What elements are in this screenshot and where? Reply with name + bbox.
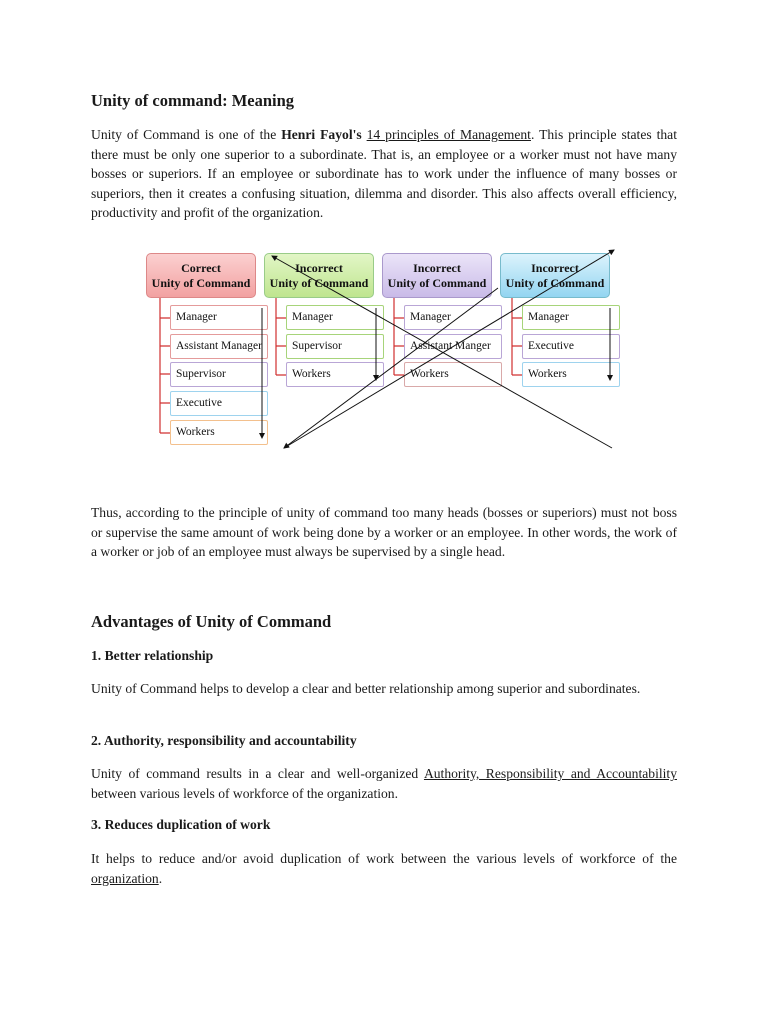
blue-manager-box: Manager [522, 305, 620, 330]
principles-link[interactable]: 14 principles of Management [366, 127, 531, 142]
header-incorrect-purple-line2: Unity of Command [387, 275, 487, 290]
advantage-2-pre: Unity of command results in a clear and well-organized [91, 766, 424, 781]
purple-workers-box: Workers [404, 362, 502, 387]
vertical-arrows [262, 308, 610, 438]
advantage-1-title: 1. Better relationship [91, 648, 214, 663]
unity-of-command-diagram [146, 248, 618, 452]
correct-executive-box: Executive [170, 391, 268, 416]
green-workers-box: Workers [286, 362, 384, 387]
advantage-2-text [91, 764, 677, 803]
meaning-paragraph [91, 125, 677, 223]
advantage-3-text [91, 849, 677, 888]
authority-link[interactable]: Authority, Responsibility and Accountability [423, 766, 677, 781]
green-manager-box: Manager [286, 305, 384, 330]
section-heading-meaning: Unity of command: Meaning [91, 91, 295, 110]
advantage-2-post: between various levels of workforce of the organization. [91, 785, 399, 801]
correct-manager-box: Manager [170, 305, 268, 330]
intro-text: Unity of Command is one of the [91, 127, 282, 142]
henri-fayol-name: Henri Fayol's [281, 127, 362, 142]
blue-workers-box: Workers [522, 362, 620, 387]
correct-supervisor-box: Supervisor [170, 362, 268, 387]
advantage-3-post: . [158, 870, 163, 886]
correct-assistant-manager-box: Assistant Manager [170, 334, 268, 359]
header-incorrect-green-line1: Incorrect [295, 260, 343, 275]
header-correct-line1: Correct [181, 260, 221, 275]
header-correct-line2: Unity of Command [151, 275, 251, 290]
purple-assistant-manger-box: Assistant Manger [404, 334, 502, 359]
header-incorrect-blue-line2: Unity of Command [505, 275, 605, 290]
advantage-1-text: Unity of Command helps to develop a clear and better relationship among superior and subordinates. [91, 681, 641, 696]
header-incorrect-purple-line1: Incorrect [413, 260, 461, 275]
crossing-arrows [269, 250, 614, 448]
green-supervisor-box: Supervisor [286, 334, 384, 359]
thus-paragraph: Thus, according to the principle of unity of command too many heads (bosses or superiors) must not boss or supervise the same amount of work being done by a worker or an employee. In other words, the work of a worker or job of an employee must always be supervised by a single head. [91, 505, 677, 560]
tree-lines [160, 298, 522, 433]
purple-manager-box: Manager [404, 305, 502, 330]
correct-workers-box: Workers [170, 420, 268, 445]
organization-link[interactable]: organization [91, 870, 159, 886]
header-incorrect-green-line2: Unity of Command [269, 275, 369, 290]
advantage-3-pre: It helps to reduce and/or avoid duplication of work between the various levels of workforce of the [91, 851, 677, 866]
header-incorrect-blue-line1: Incorrect [531, 260, 579, 275]
advantage-2-title: 2. Authority, responsibility and accountability [91, 733, 357, 748]
diagram-connectors [146, 248, 618, 452]
blue-executive-box: Executive [522, 334, 620, 359]
advantage-3-title: 3. Reduces duplication of work [91, 817, 271, 832]
rest-text: . This principle states that there must be only one superior to a subordinate. That is, an employee or a worker must not have many bosses or superiors. If an employee or subordinate has to work under the influence of many bosses or superiors, then it creates a confusing situation, dilemma and disorder. This also affects overall efficiency, productivity and profit of the organization. [91, 127, 677, 221]
section-heading-advantages: Advantages of Unity of Command [91, 612, 332, 631]
